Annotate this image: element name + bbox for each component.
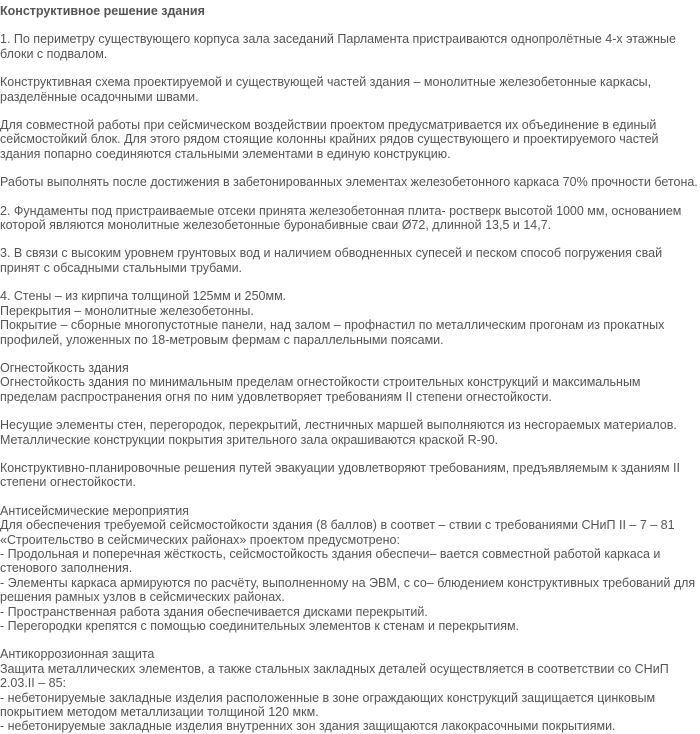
- paragraph-7: 4. Стены – из кирпича толщиной 125мм и 250мм. Перекрытия – монолитные железобетонны. Покрытие – сборные многопустотные панели, над залом – профнастил по металлическим прогонам из прокатных профилей, уложенных по 18-метровым фермам с параллельными поясами.: [0, 289, 665, 347]
- paragraph-6: 3. В связи с высоким уровнем грунтовых вод и наличием обводненных супесей и песком способ погружения свай принят с обсадными стальными трубами.: [0, 246, 666, 275]
- document-title: Конструктивное решение здания: [0, 4, 205, 18]
- paragraph-fire-resistance: Огнестойкость здания Огнестойкость здания по минимальным пределам огнестойкости строительных конструкций и максимальным пределам распространения огня по ним удовлетворяет требованиям II степени огнестойкости.: [0, 360, 641, 404]
- paragraph-5: 2. Фундаменты под пристраиваемые отсеки принята железобетонная плита- ростверк высотой 1000 мм, основанием которой являются монолитные железобетонные буронабивные сваи Ø72, длинной 13,5 и 14,7.: [0, 203, 685, 233]
- paragraph-4: Работы выполнять после достижения в забетонированных элементах железобетонного каркаса 70% прочности бетона.: [0, 175, 698, 190]
- paragraph-3: Для совместной работы при сейсмическом воздействии проектом предусматривается их объединение в единый сейсмостойкий блок. Для этого рядом стоящие колонны крайних рядов существующего и проектируемого частей здания попарно соединяются стальными элементами в единую конструкцию.: [0, 118, 662, 161]
- paragraph-evacuation: Конструктивно-планировочные решения путей эвакуации удовлетворяют требованиям, предъявляемым к зданиям II степени огнестойкости.: [0, 460, 684, 490]
- paragraph-anticorrosion: Антикоррозионная защита Защита металлических элементов, а также стальных закладных деталей осуществляется в соответствии со СНиП 2.03.II – 85: - небетонируемые закладные изделия расположенные в зоне ограждающих конструкций защищается цинковым покрытием методом металлизации толщиной 120 мкм. - небетонируемые закладные изделия внутренних зон здания защищаются лакокрасочными покрытиями.: [0, 647, 669, 734]
- paragraph-bearing-elements: Несущие элементы стен, перегородок, перекрытий, лестничных маршей выполняются из несгораемых материалов. Металлические конструкции покрытия зрительного зала окрашиваются краской R-90.: [0, 418, 677, 447]
- paragraph-antiseismic: Антисейсмические мероприятия Для обеспечения требуемой сейсмостойкости здания (8 баллов) в соответ – ствии с требованиями СНиП II – 7 – 81 «Строительство в сейсмических районах» проектом предусмотрено: - Продольная и поперечная жёсткость, сейсмостойкость здания обеспечи– вается совместной работой каркаса и стенового заполнения. - Элементы каркаса армируются по расчёту, выполненному на ЭВМ, с со– блюдением конструктивных требований для решения рамных узлов в сейсмических районах. - Пространственная работа здания обеспечивается дисками перекрытий. - Перегородки крепятся с помощью соединительных элементов к стенам и перекрытиям.: [0, 503, 696, 633]
- paragraph-2: Конструктивная схема проектируемой и существующей частей здания – монолитные железобетонные каркасы, разделённые осадочными швами.: [0, 75, 655, 104]
- paragraph-1: 1. По периметру существующего корпуса зала заседаний Парламента пристраиваются однопролётные 4-х этажные блоки с подвалом.: [0, 32, 680, 61]
